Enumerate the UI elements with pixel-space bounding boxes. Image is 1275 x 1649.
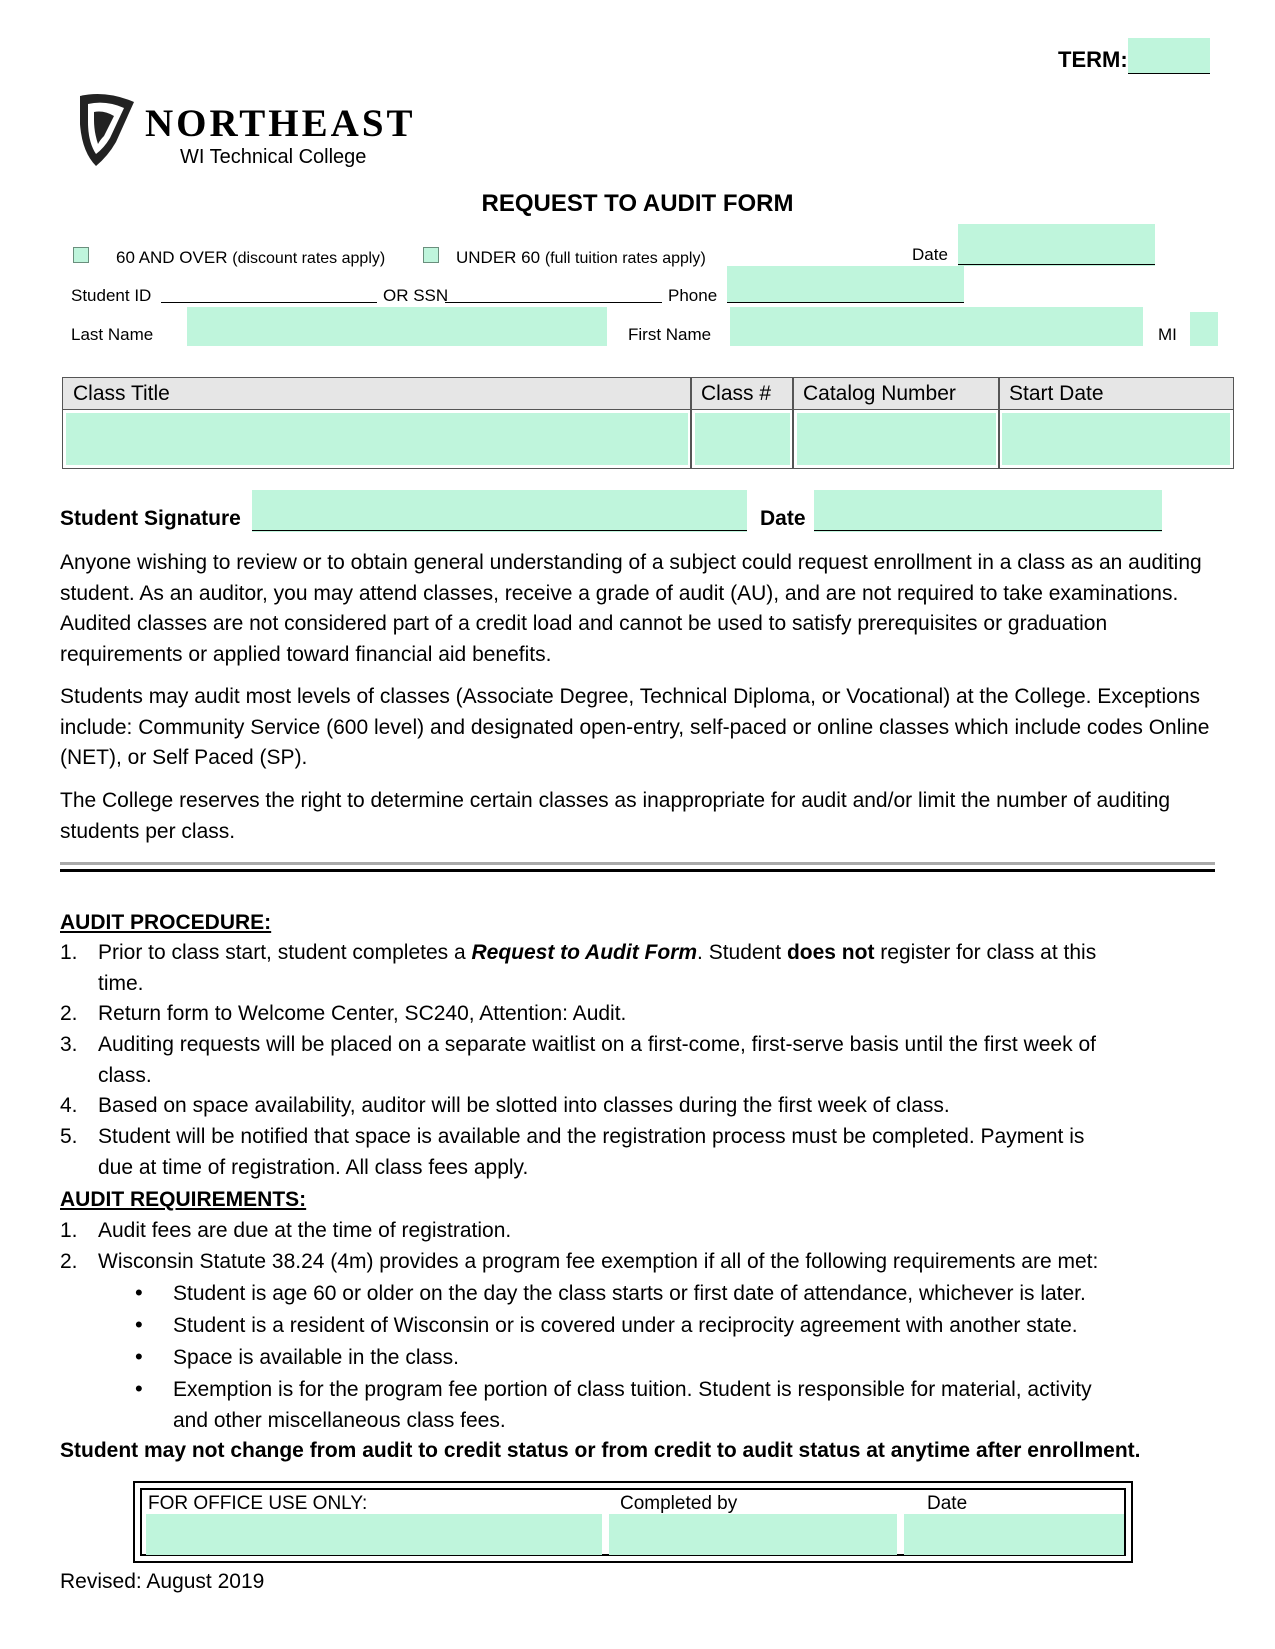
over60-main: 60 AND OVER bbox=[116, 248, 228, 267]
logo-shield-icon bbox=[76, 92, 138, 170]
over60-label bbox=[116, 248, 385, 268]
divider-rule-light bbox=[60, 862, 1215, 865]
requirement-item-1: Audit fees are due at the time of registration. bbox=[98, 1219, 512, 1242]
under60-main: UNDER 60 bbox=[456, 248, 541, 267]
class-number-header: Class # bbox=[691, 378, 793, 410]
logo-name: NORTHEAST bbox=[145, 102, 416, 145]
start-date-header: Start Date bbox=[999, 378, 1233, 410]
bullet-dot: • bbox=[135, 1312, 143, 1337]
mi-label: MI bbox=[1158, 325, 1177, 344]
procedure-item-1 bbox=[98, 938, 1096, 969]
class-table bbox=[62, 377, 1234, 469]
revised-date: Revised: August 2019 bbox=[60, 1570, 265, 1593]
date-underline bbox=[958, 264, 1155, 265]
date-label: Date bbox=[912, 245, 948, 264]
list-number: 1. bbox=[60, 941, 78, 964]
office-use-inner bbox=[140, 1488, 1126, 1556]
first-name-field[interactable] bbox=[730, 307, 1143, 346]
under60-checkbox[interactable] bbox=[423, 247, 439, 263]
procedure-item-3: Auditing requests will be placed on a separate waitlist on a first-come, first-serve basis until the first week of bbox=[98, 1033, 1096, 1056]
completed-by-field[interactable] bbox=[609, 1514, 897, 1555]
class-number-field[interactable] bbox=[695, 413, 790, 465]
completed-by-label: Completed by bbox=[620, 1493, 738, 1514]
paragraph-audit-levels: Students may audit most levels of classes (Associate Degree, Technical Diploma, or Vocational) at the College. Exceptions include: Community Service (600 level) and designated open-entry, self-paced or online classes which include codes Online (NET), or Self Paced (SP). bbox=[60, 685, 1210, 769]
ssn-label: OR SSN bbox=[383, 286, 449, 305]
list-number: 2. bbox=[60, 1250, 78, 1273]
over60-note: (discount rates apply) bbox=[232, 250, 386, 267]
signature-date-label: Date bbox=[760, 507, 806, 530]
student-signature-field[interactable] bbox=[252, 490, 747, 532]
column-divider bbox=[690, 378, 692, 468]
mi-field[interactable] bbox=[1190, 312, 1218, 346]
office-use-box bbox=[133, 1481, 1133, 1563]
divider-rule-dark bbox=[60, 869, 1215, 872]
procedure-item-1-text: . Student bbox=[697, 941, 787, 964]
student-id-field[interactable] bbox=[161, 302, 377, 303]
paragraph-auditor-intro: Anyone wishing to review or to obtain general understanding of a subject could request enrollment in a class as an auditing student. As an auditor, you may attend classes, receive a grade of audit (AU), and are not required to take examinations. Audited classes are not considered part of a credit load and cannot be used to satisfy prerequisites or graduation requirements or applied toward financial aid benefits. bbox=[60, 551, 1202, 666]
procedure-item-5-cont: due at time of registration. All class fees apply. bbox=[98, 1156, 529, 1179]
procedure-item-5: Student will be notified that space is available and the registration process must be completed. Payment is bbox=[98, 1125, 1085, 1148]
ssn-field[interactable] bbox=[445, 302, 662, 303]
signature-date-field[interactable] bbox=[814, 490, 1162, 532]
does-not-emphasis: does not bbox=[786, 941, 875, 964]
status-change-warning: Student may not change from audit to credit status or from credit to audit status at anytime after enrollment. bbox=[60, 1439, 1141, 1462]
audit-procedure-heading: AUDIT PROCEDURE: bbox=[60, 911, 272, 934]
student-signature-label: Student Signature bbox=[60, 507, 241, 530]
requirement-bullet-4-cont: and other miscellaneous class fees. bbox=[173, 1409, 506, 1432]
term-underline bbox=[1128, 73, 1210, 74]
procedure-item-2: Return form to Welcome Center, SC240, Attention: Audit. bbox=[98, 1002, 627, 1025]
bullet-dot: • bbox=[135, 1280, 143, 1305]
audit-requirements-heading: AUDIT REQUIREMENTS: bbox=[60, 1188, 307, 1211]
list-number: 5. bbox=[60, 1125, 78, 1148]
requirement-item-2: Wisconsin Statute 38.24 (4m) provides a program fee exemption if all of the following requirements are met: bbox=[98, 1250, 1099, 1273]
student-id-label: Student ID bbox=[71, 286, 152, 305]
start-date-field[interactable] bbox=[1002, 413, 1230, 465]
first-name-label: First Name bbox=[628, 325, 712, 344]
list-number: 4. bbox=[60, 1094, 78, 1117]
class-title-field[interactable] bbox=[66, 413, 688, 465]
form-title: REQUEST TO AUDIT FORM bbox=[481, 190, 794, 217]
requirement-bullet-2: Student is a resident of Wisconsin or is covered under a reciprocity agreement with another state. bbox=[173, 1314, 1078, 1337]
procedure-item-4: Based on space availability, auditor will be slotted into classes during the first week of class. bbox=[98, 1094, 950, 1117]
phone-field[interactable] bbox=[727, 266, 964, 303]
catalog-number-header: Catalog Number bbox=[793, 378, 999, 410]
bullet-dot: • bbox=[135, 1376, 143, 1401]
catalog-number-field[interactable] bbox=[797, 413, 996, 465]
under60-label bbox=[456, 248, 706, 268]
logo-subtitle: WI Technical College bbox=[180, 146, 367, 168]
office-date-label: Date bbox=[927, 1493, 968, 1514]
office-date-field[interactable] bbox=[904, 1514, 1124, 1555]
requirement-bullet-1: Student is age 60 or older on the day the class starts or first date of attendance, whichever is later. bbox=[173, 1282, 1086, 1305]
under60-note: (full tuition rates apply) bbox=[544, 250, 706, 267]
procedure-item-1-text: register for class at this bbox=[874, 941, 1097, 964]
office-use-field[interactable] bbox=[146, 1514, 602, 1555]
procedure-item-1-text: Prior to class start, student completes a bbox=[98, 941, 472, 964]
bullet-dot: • bbox=[135, 1344, 143, 1369]
requirement-bullet-4: Exemption is for the program fee portion of class tuition. Student is responsible for material, activity bbox=[173, 1378, 1092, 1401]
list-number: 2. bbox=[60, 1002, 78, 1025]
last-name-label: Last Name bbox=[71, 325, 154, 344]
column-divider bbox=[998, 378, 1000, 468]
over60-checkbox[interactable] bbox=[73, 247, 89, 263]
signature-underline bbox=[252, 530, 747, 531]
procedure-item-1-cont: time. bbox=[98, 972, 144, 995]
request-form-title: Request to Audit Form bbox=[471, 941, 698, 964]
date-field[interactable] bbox=[958, 224, 1155, 266]
paragraph-college-rights: The College reserves the right to determine certain classes as inappropriate for audit and/or limit the number of auditing students per class. bbox=[60, 789, 1171, 843]
phone-underline bbox=[727, 302, 964, 303]
office-use-label: FOR OFFICE USE ONLY: bbox=[148, 1493, 368, 1514]
list-number: 3. bbox=[60, 1033, 78, 1056]
phone-label: Phone bbox=[668, 286, 718, 305]
term-label: TERM: bbox=[1058, 47, 1128, 72]
signature-date-underline bbox=[814, 530, 1162, 531]
last-name-field[interactable] bbox=[187, 307, 607, 346]
procedure-item-3-cont: class. bbox=[98, 1064, 152, 1087]
column-divider bbox=[792, 378, 794, 468]
requirement-bullet-3: Space is available in the class. bbox=[173, 1346, 459, 1369]
class-title-header: Class Title bbox=[63, 378, 691, 410]
list-number: 1. bbox=[60, 1219, 78, 1242]
term-field[interactable] bbox=[1128, 38, 1210, 74]
